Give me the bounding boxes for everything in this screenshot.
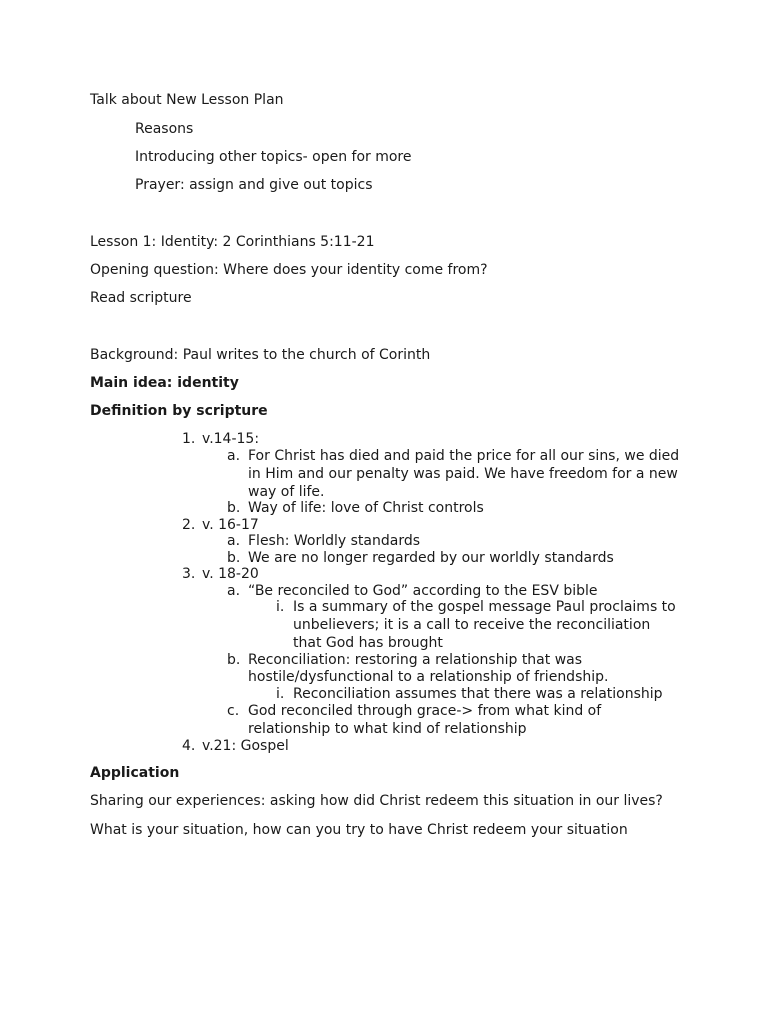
opening-question: Opening question: Where does your identity come from? — [90, 262, 488, 278]
outline-marker-1: 1. — [182, 431, 196, 447]
outline-item-4: v.21: Gospel — [202, 738, 289, 754]
outline-marker-2b: b. — [227, 550, 241, 566]
outline-item-1: v.14-15: — [202, 431, 260, 447]
outline-item-3b-line1: Reconciliation: restoring a relationship that was — [248, 652, 583, 668]
outline-item-3b-line2: hostile/dysfunctional to a relationship of friendship. — [248, 669, 609, 685]
intro-item-reasons: Reasons — [135, 121, 194, 137]
application-line-2: What is your situation, how can you try to have Christ redeem your situation — [90, 822, 628, 838]
outline-marker-3c: c. — [227, 703, 240, 719]
outline-marker-3a-i: i. — [276, 599, 285, 615]
main-idea-heading: Main idea: identity — [90, 375, 239, 391]
read-scripture: Read scripture — [90, 290, 192, 306]
outline-marker-1a: a. — [227, 448, 241, 464]
outline-item-3c-line1: God reconciled through grace-> from what kind of — [248, 703, 602, 719]
outline-item-3: v. 18-20 — [202, 566, 259, 582]
application-heading: Application — [90, 765, 180, 781]
outline-item-1a-line3: way of life. — [248, 484, 325, 500]
outline-item-3a-i-line1: Is a summary of the gospel message Paul proclaims to — [293, 599, 676, 615]
lesson-title: Lesson 1: Identity: 2 Corinthians 5:11-21 — [90, 234, 375, 250]
outline-item-3a-i-line2: unbelievers; it is a call to receive the reconciliation — [293, 617, 651, 633]
outline-item-3c-line2: relationship to what kind of relationship — [248, 721, 527, 737]
outline-item-1a-line2: in Him and our penalty was paid. We have freedom for a new — [248, 466, 678, 482]
outline-item-2: v. 16-17 — [202, 517, 259, 533]
outline-marker-2a: a. — [227, 533, 241, 549]
intro-item-prayer: Prayer: assign and give out topics — [135, 177, 373, 193]
outline-marker-3: 3. — [182, 566, 196, 582]
intro-item-topics: Introducing other topics- open for more — [135, 149, 412, 165]
application-line-1: Sharing our experiences: asking how did Christ redeem this situation in our lives? — [90, 793, 663, 809]
background-text: Background: Paul writes to the church of Corinth — [90, 347, 431, 363]
outline-marker-2: 2. — [182, 517, 196, 533]
outline-marker-3b: b. — [227, 652, 241, 668]
outline-item-3a: “Be reconciled to God” according to the ESV bible — [248, 583, 598, 599]
outline-item-3b-i: Reconciliation assumes that there was a relationship — [293, 686, 663, 702]
outline-marker-4: 4. — [182, 738, 196, 754]
outline-item-2a: Flesh: Worldly standards — [248, 533, 421, 549]
definition-heading: Definition by scripture — [90, 403, 268, 419]
outline-marker-3a: a. — [227, 583, 241, 599]
outline-item-1b: Way of life: love of Christ controls — [248, 500, 484, 516]
outline-item-3a-i-line3: that God has brought — [293, 635, 443, 651]
outline-marker-3b-i: i. — [276, 686, 285, 702]
outline-item-2b: We are no longer regarded by our worldly standards — [248, 550, 614, 566]
intro-heading: Talk about New Lesson Plan — [90, 92, 284, 108]
outline-marker-1b: b. — [227, 500, 241, 516]
outline-item-1a-line1: For Christ has died and paid the price for all our sins, we died — [248, 448, 680, 464]
